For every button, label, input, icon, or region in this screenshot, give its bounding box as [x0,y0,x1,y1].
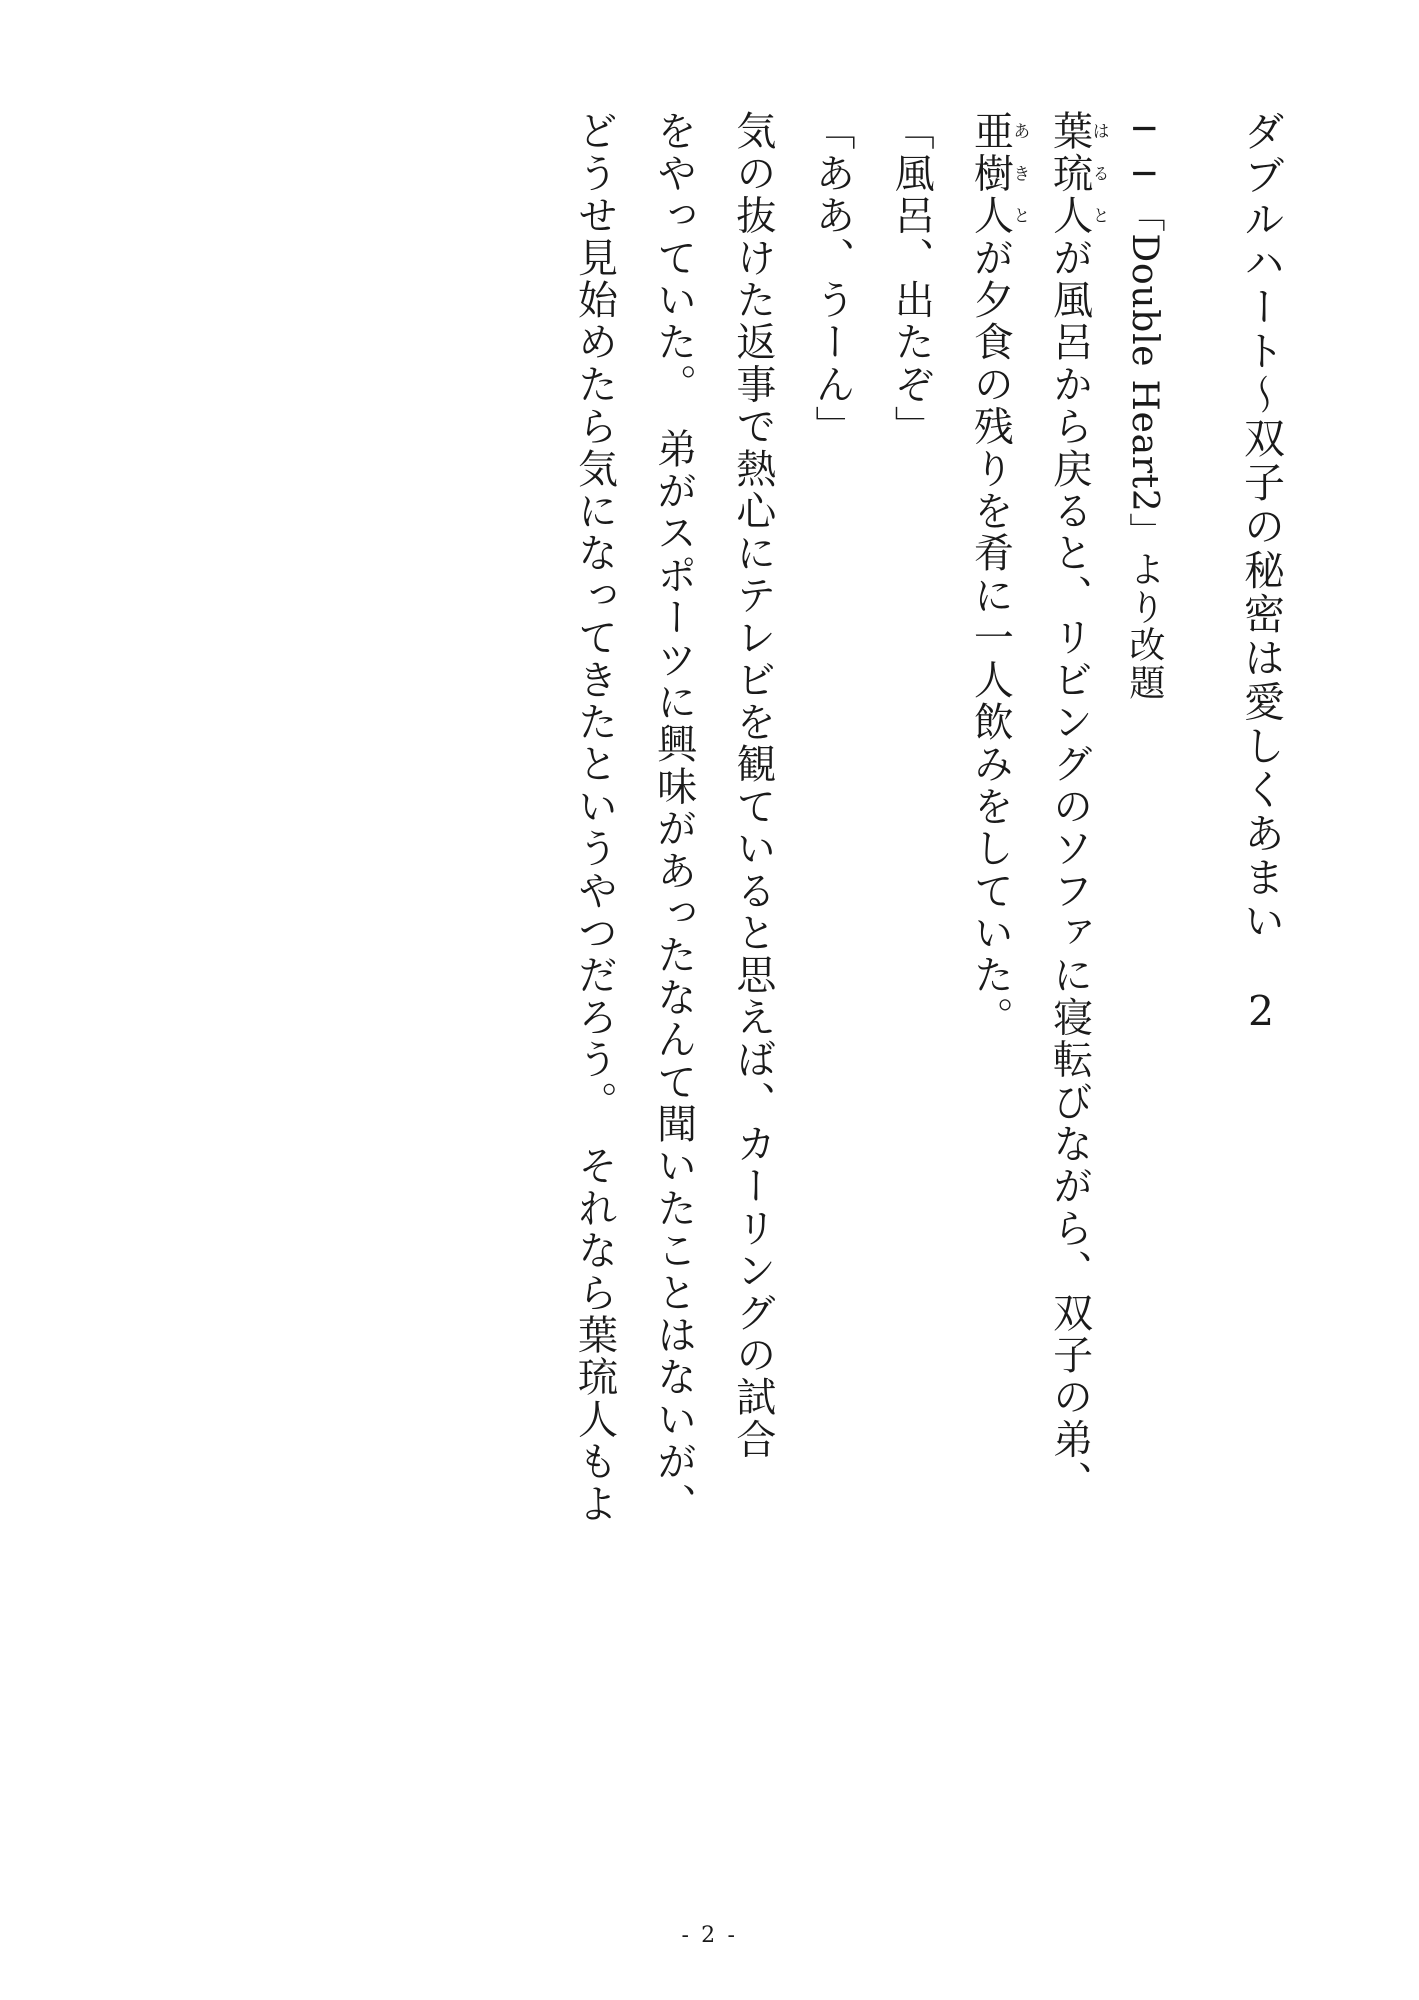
page-title: ダブルハート〜双子の秘密は愛しくあまい 2 [1237,110,1285,1039]
ruby-haruto [1046,110,1109,237]
ruby-text-haruto: はると [1088,110,1109,237]
body-line-4: 「ああ、うーん」 [809,110,855,448]
body-line-5: 気の抜けた返事で熱心にテレビを観ていると思えば、カーリングの試合 [729,110,776,1461]
body-line-6: をやっていた。 弟がスポーツに興味があったなんて聞いたことはないが、 [650,110,697,1525]
vertical-text-block [554,107,1301,1870]
page-number: - 2 - [681,1923,738,1948]
ruby-akito [967,110,1030,237]
body-line-1-rest: が風呂から戻ると、リビングのソファに寝転びながら、双子の弟、 [1046,236,1093,1503]
ruby-base-haruto: 葉琉人 [1046,110,1093,237]
em-dash: ── [1123,107,1165,198]
subtitle-attribution [1109,107,1180,1870]
body-line-3: 「風呂、出たぞ」 [888,110,935,448]
body-line-7: どうせ見始めたら気になってきたというやつだろう。 それなら葉琉人もよ [571,110,618,1525]
body-line-2 [950,110,1029,1870]
original-title-latin: Double Heart2 [1123,233,1165,513]
body-line-1 [1029,110,1108,1870]
quote-close-and-note: 」より改題 [1123,512,1165,702]
ruby-text-akito: あきと [1009,110,1030,237]
quote-open: 「 [1123,195,1165,234]
body-line-2-rest: が夕食の残りを肴に一人飲みをしていた。 [967,236,1014,1039]
ruby-base-akito: 亜樹人 [967,110,1014,237]
